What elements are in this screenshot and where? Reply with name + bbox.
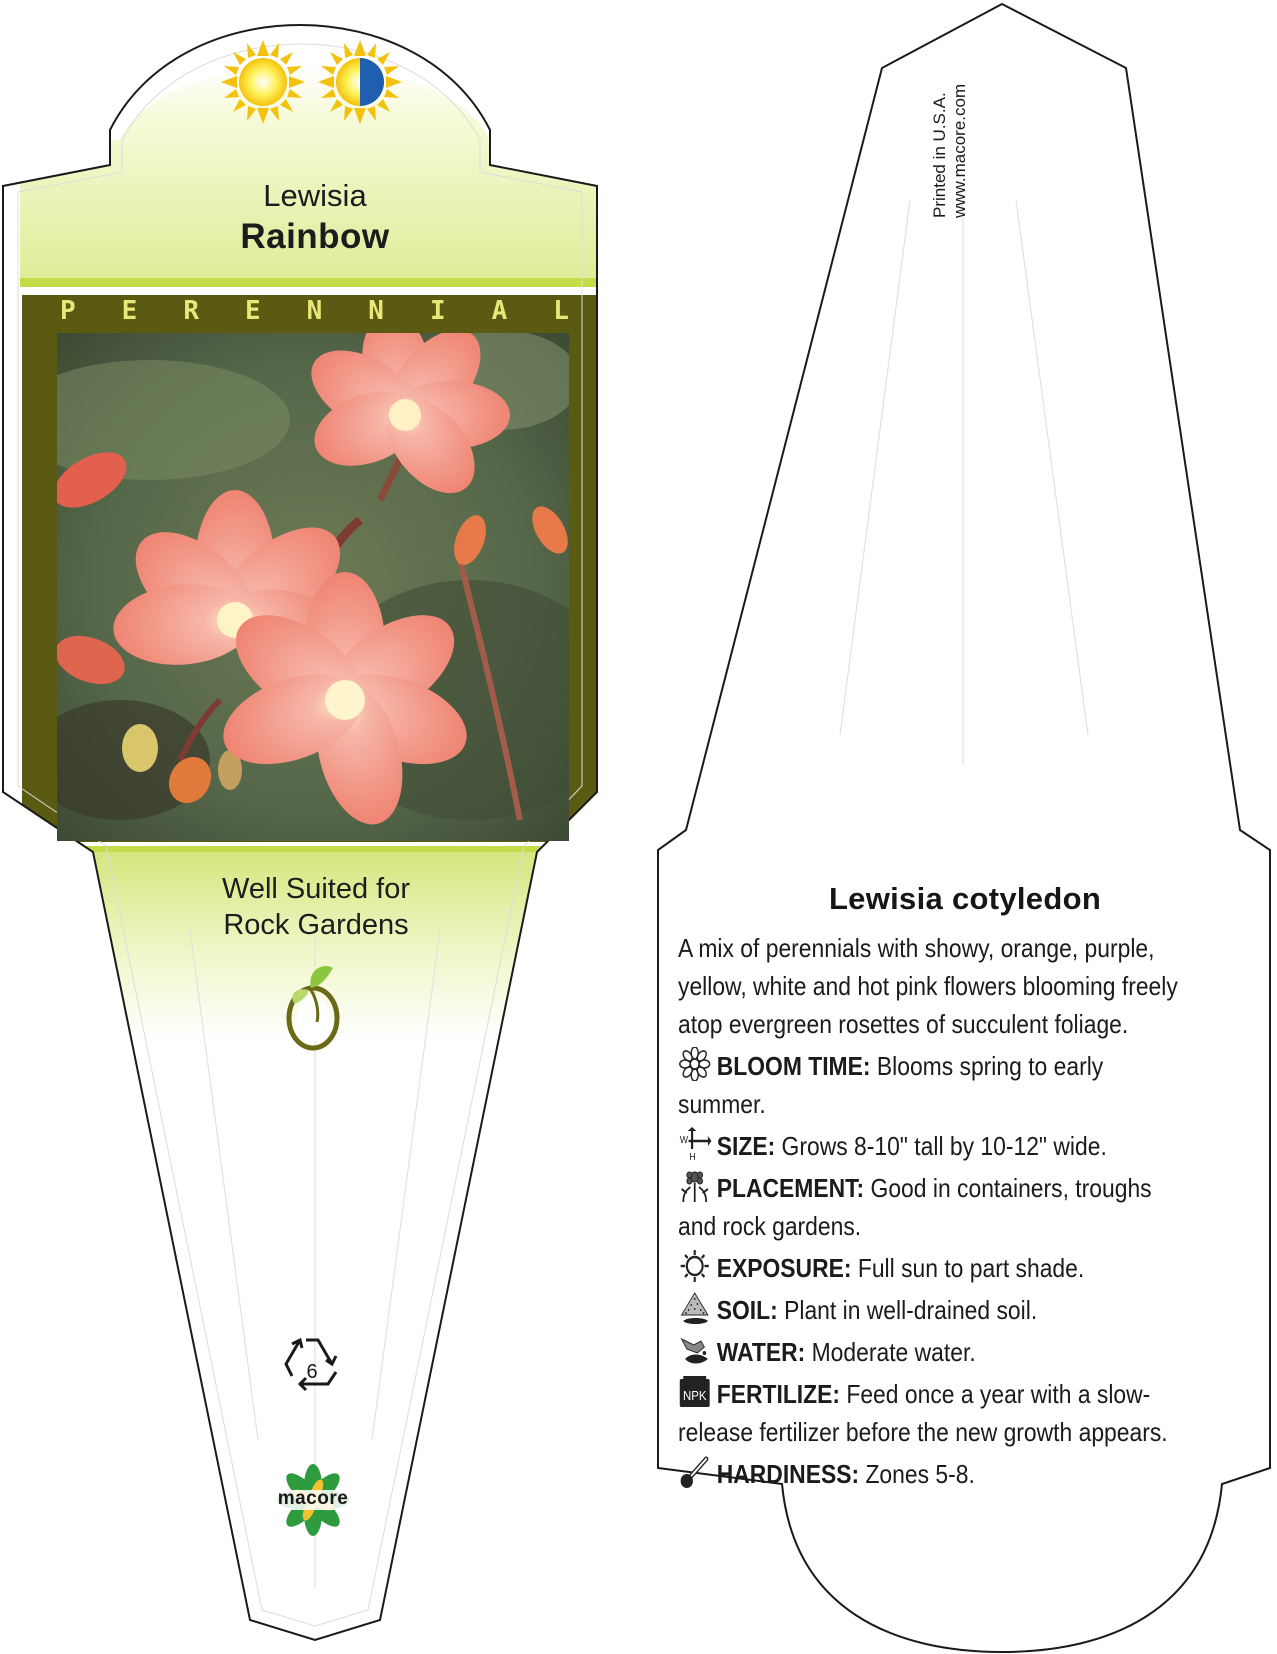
- category-letter: N: [306, 296, 323, 326]
- care-label: EXPOSURE:: [716, 1253, 852, 1283]
- care-row-soil: [678, 1291, 1188, 1329]
- care-row-exposure: [678, 1249, 1188, 1287]
- care-text: Full sun to part shade.: [851, 1253, 1085, 1283]
- size-icon: [678, 1127, 711, 1161]
- npk-icon: [678, 1375, 711, 1409]
- water-icon: [678, 1333, 711, 1367]
- care-instructions: [678, 929, 1188, 1493]
- category-letter: L: [553, 296, 569, 326]
- care-label: SOIL:: [716, 1295, 778, 1325]
- placement-icon: [678, 1169, 711, 1203]
- care-row-size: [678, 1127, 1188, 1165]
- category-letter: E: [121, 296, 138, 326]
- brand-name: macore: [277, 1488, 349, 1509]
- care-row-water: [678, 1333, 1188, 1371]
- common-name: Lewisia: [263, 178, 367, 213]
- care-text: Plant in well-drained soil.: [777, 1295, 1038, 1325]
- care-label: SIZE:: [716, 1131, 776, 1161]
- part-shade-icon: [318, 40, 402, 124]
- care-label: FERTILIZE:: [716, 1379, 841, 1409]
- tagline-line-1: Well Suited for: [221, 873, 411, 905]
- flower-icon: [678, 1047, 711, 1081]
- care-label: PLACEMENT:: [716, 1173, 865, 1203]
- category-letter: R: [183, 296, 199, 326]
- flower-photo: [10, 306, 620, 841]
- care-label: WATER:: [716, 1337, 806, 1367]
- category-banner: [22, 296, 607, 326]
- printed-in-usa: Printed in U.S.A.: [930, 92, 949, 218]
- care-text: Zones 5-8.: [859, 1459, 975, 1489]
- category-letter: N: [368, 296, 384, 326]
- botanical-name: Lewisia cotyledon: [828, 881, 1102, 916]
- care-label: BLOOM TIME:: [716, 1051, 871, 1081]
- category-letter: A: [491, 296, 508, 326]
- care-text: Feed once a year with a slow-release fertilizer before the new growth appears.: [678, 1379, 1168, 1447]
- care-text: Grows 8-10" tall by 10-12" wide.: [775, 1131, 1107, 1161]
- care-row-hardiness: [678, 1455, 1188, 1493]
- tagline-line-2: Rock Gardens: [223, 909, 409, 941]
- care-label: HARDINESS:: [716, 1459, 860, 1489]
- care-row-placement: [678, 1169, 1188, 1245]
- care-text: Good in containers, troughs and rock gardens.: [678, 1173, 1152, 1241]
- printed-info: [930, 48, 970, 218]
- description: A mix of perennials with showy, orange, purple, yellow, white and hot pink flowers blooming freely atop evergreen rosettes of succulent foliage.: [678, 933, 1178, 1039]
- recycle-number: 6: [306, 1361, 318, 1383]
- category-letter: P: [60, 296, 76, 326]
- sun-icon: [678, 1249, 711, 1283]
- size-icon-w: W: [679, 1133, 689, 1146]
- care-row-bloom: [678, 1047, 1188, 1123]
- website: www.macore.com: [950, 83, 969, 218]
- soil-icon: [678, 1291, 711, 1325]
- care-text: Moderate water.: [805, 1337, 976, 1367]
- full-sun-icon: [221, 40, 305, 124]
- category-letter: E: [244, 296, 261, 326]
- tagline: [160, 871, 472, 943]
- category-letter: I: [429, 296, 446, 326]
- npk-label: NPK: [682, 1388, 707, 1404]
- care-row-fertilize: [678, 1375, 1188, 1451]
- size-icon-h: H: [689, 1150, 696, 1161]
- care-text: Blooms spring to early summer.: [678, 1051, 1104, 1119]
- variety-name: Rainbow: [240, 217, 390, 256]
- thermometer-icon: [678, 1455, 711, 1489]
